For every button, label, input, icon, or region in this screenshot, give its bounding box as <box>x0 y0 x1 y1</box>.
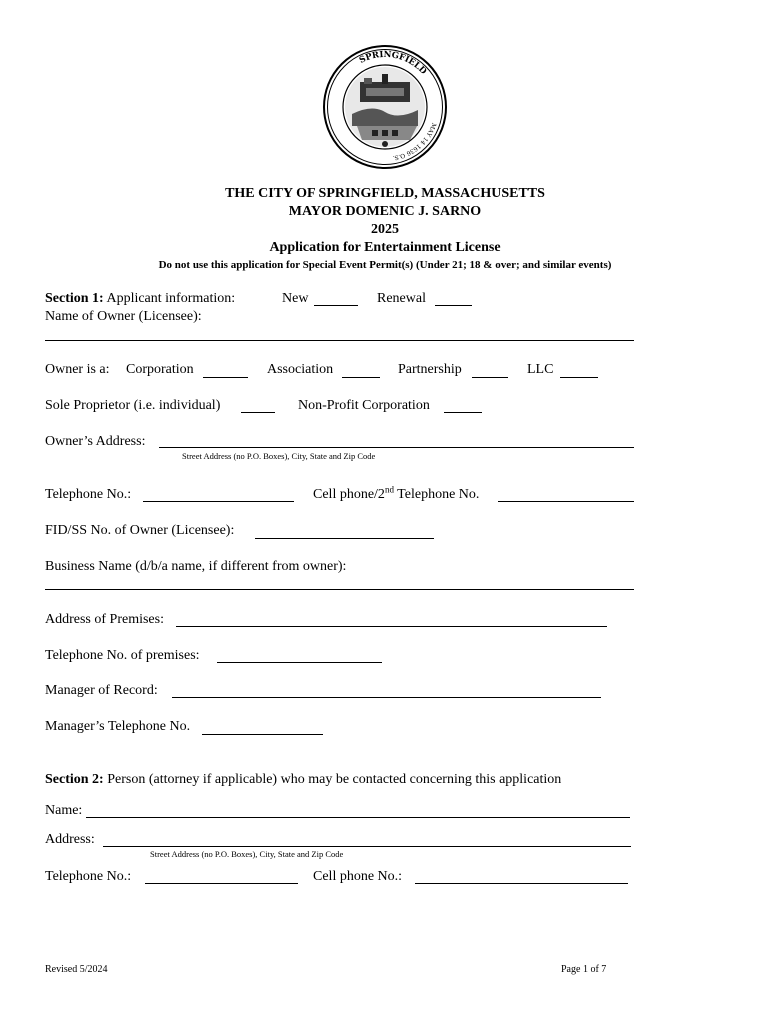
fid-label: FID/SS No. of Owner (Licensee): <box>45 523 235 538</box>
owner-is-label: Owner is a: <box>45 362 110 377</box>
manager-phone-field[interactable] <box>202 734 323 735</box>
section1-title: Applicant information: <box>106 291 236 306</box>
partnership-field[interactable] <box>472 377 508 378</box>
corporation-label: Corporation <box>126 362 194 377</box>
header-city: THE CITY OF SPRINGFIELD, MASSACHUSETTS <box>225 186 545 201</box>
contact-telephone-label: Telephone No.: <box>45 869 132 884</box>
header-notice: Do not use this application for Special Event Permit(s) (Under 21; 18 & over; and similar events) <box>158 259 612 271</box>
section2-title: Person (attorney if applicable) who may be contacted concerning this application <box>107 772 562 787</box>
premises-phone-label: Telephone No. of premises: <box>45 648 200 663</box>
renewal-field[interactable] <box>435 305 472 306</box>
section1-header <box>45 291 235 307</box>
premises-address-field[interactable] <box>176 626 607 627</box>
contact-name-label: Name: <box>45 803 83 818</box>
premises-phone-field[interactable] <box>217 662 382 663</box>
contact-telephone-field[interactable] <box>145 883 298 884</box>
business-name-field[interactable] <box>45 589 634 590</box>
telephone-label: Telephone No.: <box>45 487 132 502</box>
owner-address-hint: Street Address (no P.O. Boxes), City, State and Zip Code <box>182 451 376 461</box>
association-label: Association <box>267 362 334 377</box>
non-profit-label: Non-Profit Corporation <box>298 398 430 413</box>
llc-field[interactable] <box>560 377 598 378</box>
fid-field[interactable] <box>255 538 434 539</box>
contact-address-label: Address: <box>45 832 95 847</box>
contact-address-hint: Street Address (no P.O. Boxes), City, State and Zip Code <box>150 849 344 859</box>
renewal-label: Renewal <box>377 291 426 306</box>
new-label: New <box>282 291 309 306</box>
manager-label: Manager of Record: <box>45 683 158 698</box>
owner-name-label: Name of Owner (Licensee): <box>45 309 202 324</box>
new-field[interactable] <box>314 305 358 306</box>
telephone-field[interactable] <box>143 501 294 502</box>
contact-address-field[interactable] <box>103 846 631 847</box>
sole-proprietor-label: Sole Proprietor (i.e. individual) <box>45 398 221 413</box>
seal-ring-text: SPRINGFIELD <box>357 49 429 77</box>
owner-address-field[interactable] <box>159 447 634 448</box>
owner-address-label: Owner’s Address: <box>45 434 146 449</box>
association-field[interactable] <box>342 377 380 378</box>
partnership-label: Partnership <box>398 362 462 377</box>
business-name-label: Business Name (d/b/a name, if different from owner): <box>45 559 347 574</box>
section1-heading: Section 1: <box>45 291 104 306</box>
contact-cell-label: Cell phone No.: <box>313 869 403 884</box>
section2-header <box>45 772 561 788</box>
revision-date: Revised 5/2024 <box>45 964 108 975</box>
contact-name-field[interactable] <box>86 817 630 818</box>
cell-phone-label: Cell phone/2nd Telephone No. <box>313 484 480 502</box>
owner-name-field[interactable] <box>45 340 634 341</box>
header-mayor: MAYOR DOMENIC J. SARNO <box>288 204 482 219</box>
sole-proprietor-field[interactable] <box>241 412 275 413</box>
header-year: 2025 <box>371 222 399 237</box>
city-seal <box>322 44 448 170</box>
section2-heading: Section 2: <box>45 772 104 787</box>
page-number: Page 1 of 7 <box>561 964 607 975</box>
seal-ring-bottom: MAY 14 1636 O.S. <box>392 121 438 162</box>
header-form-title: Application for Entertainment License <box>269 240 501 255</box>
manager-phone-label: Manager’s Telephone No. <box>45 719 191 734</box>
premises-address-label: Address of Premises: <box>45 612 164 627</box>
corporation-field[interactable] <box>203 377 248 378</box>
llc-label: LLC <box>527 362 554 377</box>
contact-cell-field[interactable] <box>415 883 628 884</box>
manager-field[interactable] <box>172 697 601 698</box>
cell-phone-field[interactable] <box>498 501 634 502</box>
non-profit-field[interactable] <box>444 412 482 413</box>
seal-graphic <box>322 44 448 170</box>
